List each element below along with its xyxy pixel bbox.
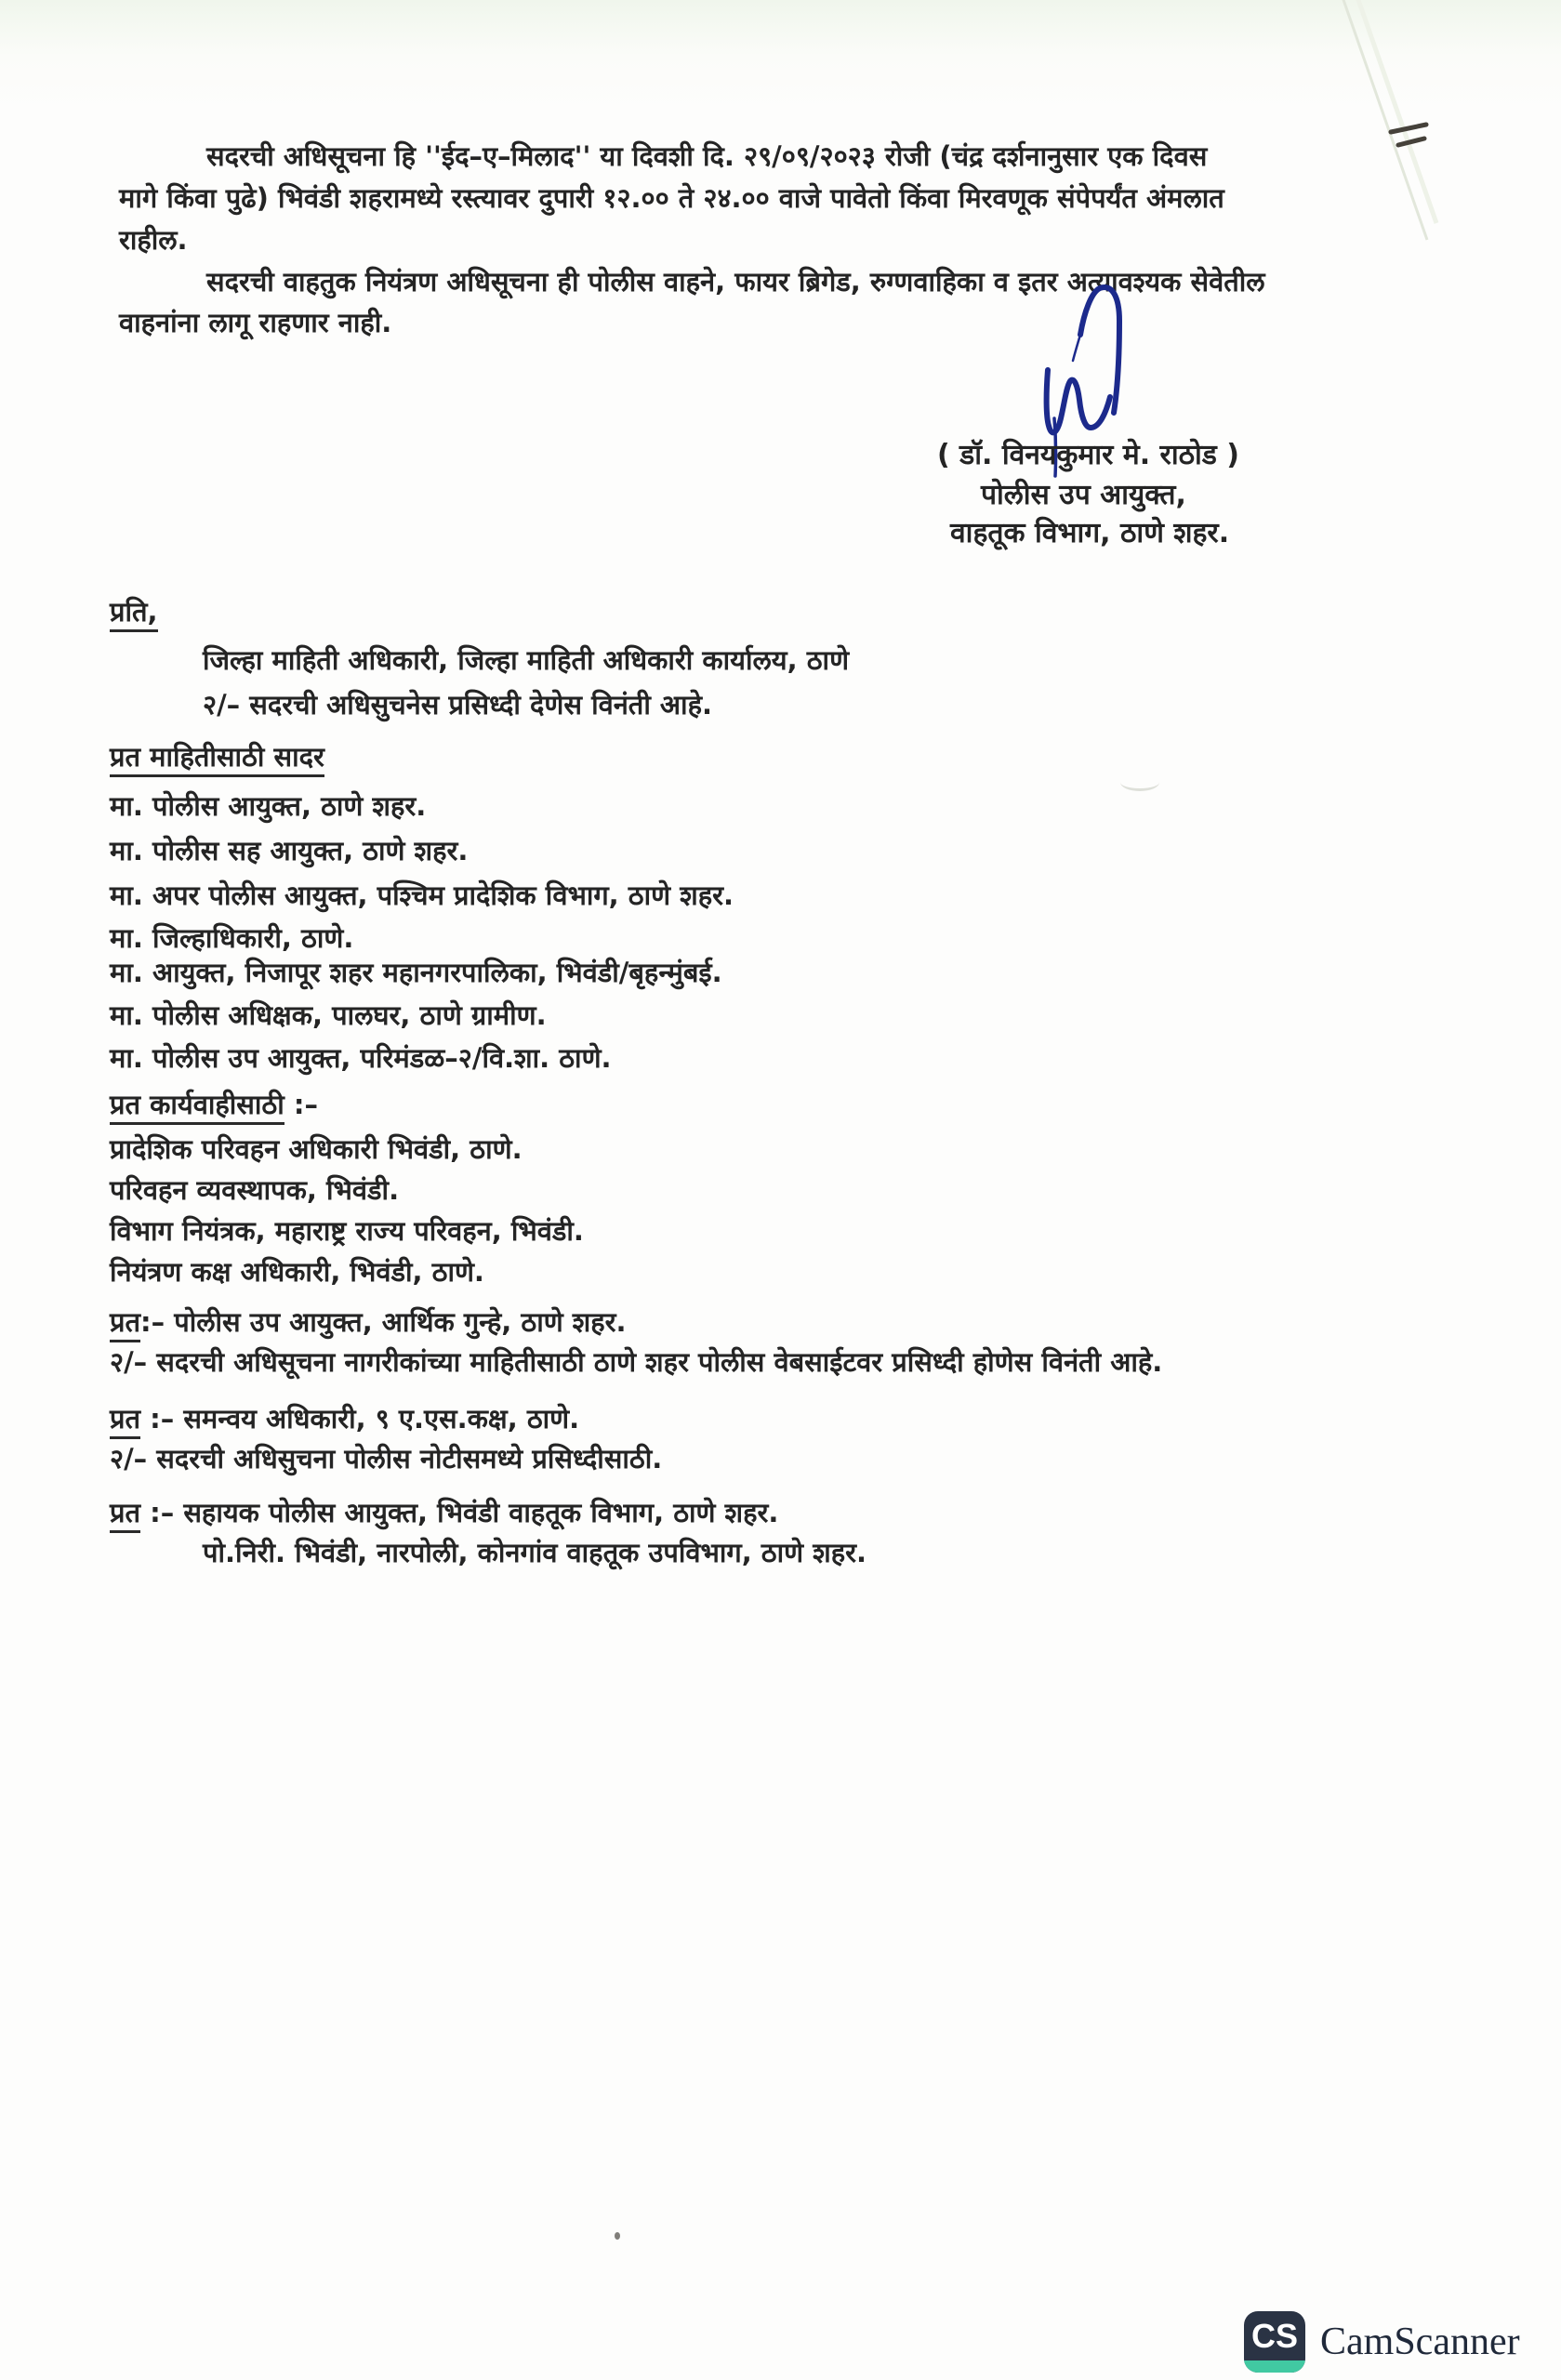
- copy1-line1: प्रत:– पोलीस उप आयुक्त, आर्थिक गुन्हे, ठाणे शहर.: [110, 1303, 627, 1341]
- action-copy-item: परिवहन व्यवस्थापक, भिवंडी.: [110, 1174, 400, 1206]
- page-fold-marks: [1319, 0, 1561, 279]
- copy1-line2: २/– सदरची अधिसूचना नागरीकांच्या माहितीसाठी ठाणे शहर पोलीस वेबसाईटवर प्रसिध्दी होणेस विनंती आहे.: [110, 1346, 1163, 1378]
- prati-line2: २/– सदरची अधिसुचनेस प्रसिध्दी देणेस विनंती आहे.: [203, 689, 712, 721]
- para1-line3: राहील.: [119, 224, 188, 256]
- copy3-line2: पो.निरी. भिवंडी, नारपोली, कोनगांव वाहतूक उपविभाग, ठाणे शहर.: [203, 1537, 866, 1568]
- action-copy-item: विभाग नियंत्रक, महाराष्ट्र राज्य परिवहन, भिवंडी.: [110, 1215, 584, 1247]
- para1-line1: सदरची अधिसूचना हि ''ईद–ए–मिलाद'' या दिवशी दि. २९/०९/२०२३ रोजी (चंद्र दर्शनानुसार एक दिवस: [206, 140, 1208, 172]
- scan-smudge: [1120, 774, 1159, 791]
- info-copy-item: मा. जिल्हाधिकारी, ठाणे.: [110, 922, 354, 954]
- info-copy-item: मा. पोलीस उप आयुक्त, परिमंडळ–२/वि.शा. ठाणे.: [110, 1042, 612, 1074]
- signatory-name: ( डॉ. विनयकुमार मे. राठोड ): [937, 439, 1240, 471]
- camscanner-icon: [1244, 2311, 1305, 2373]
- camscanner-icon-teal-bar: [1244, 2360, 1305, 2373]
- prati-heading: प्रति,: [110, 593, 158, 630]
- prati-line1: जिल्हा माहिती अधिकारी, जिल्हा माहिती अधिकारी कार्यालय, ठाणे: [203, 644, 850, 676]
- camscanner-wordmark: CamScanner: [1320, 2320, 1520, 2363]
- info-copy-item: मा. आयुक्त, निजापूर शहर महानगरपालिका, भिवंडी/बृहन्मुंबई.: [110, 957, 722, 988]
- para2-line2: वाहनांना लागू राहणार नाही.: [119, 307, 392, 338]
- para1-line2: मागे किंवा पुढे) भिवंडी शहरामध्ये रस्त्यावर दुपारी १२.०० ते २४.०० वाजे पावेतो किंवा मिरवणूक संपेपर्यंत अंमलात: [119, 182, 1224, 214]
- info-copy-item: मा. पोलीस आयुक्त, ठाणे शहर.: [110, 790, 427, 822]
- signatory-title-2: वाहतूक विभाग, ठाणे शहर.: [950, 517, 1230, 549]
- action-copy-heading: प्रत कार्यवाहीसाठी :–: [110, 1086, 318, 1123]
- info-copy-item: मा. पोलीस अधिक्षक, पालघर, ठाणे ग्रामीण.: [110, 999, 547, 1031]
- info-copy-item: मा. अपर पोलीस आयुक्त, पश्चिम प्रादेशिक विभाग, ठाणे शहर.: [110, 879, 734, 911]
- action-copy-item: नियंत्रण कक्ष अधिकारी, भिवंडी, ठाणे.: [110, 1256, 484, 1288]
- copy2-line2: २/– सदरची अधिसुचना पोलीस नोटीसमध्ये प्रसिध्दीसाठी.: [110, 1443, 663, 1474]
- para2-line1: सदरची वाहतुक नियंत्रण अधिसूचना ही पोलीस वाहने, फायर ब्रिगेड, रुग्णवाहिका व इतर अत्यावश्यक सेवेतील: [206, 266, 1265, 298]
- copy3-line1: प्रत :– सहायक पोलीस आयुक्त, भिवंडी वाहतूक विभाग, ठाणे शहर.: [110, 1494, 778, 1531]
- signatory-title-1: पोलीस उप आयुक्त,: [981, 479, 1186, 511]
- ink-dot-artifact: [615, 2232, 620, 2240]
- camscanner-icon-initials: CS: [1250, 2316, 1298, 2355]
- action-copy-item: प्रादेशिक परिवहन अधिकारी भिवंडी, ठाणे.: [110, 1133, 523, 1165]
- camscanner-watermark: [1244, 2311, 1520, 2373]
- copy2-line1: प्रत :– समन्वय अधिकारी, ९ ए.एस.कक्ष, ठाणे.: [110, 1400, 579, 1437]
- info-copy-heading: प्रत माहितीसाठी सादर: [110, 738, 324, 775]
- info-copy-item: मा. पोलीस सह आयुक्त, ठाणे शहर.: [110, 835, 469, 866]
